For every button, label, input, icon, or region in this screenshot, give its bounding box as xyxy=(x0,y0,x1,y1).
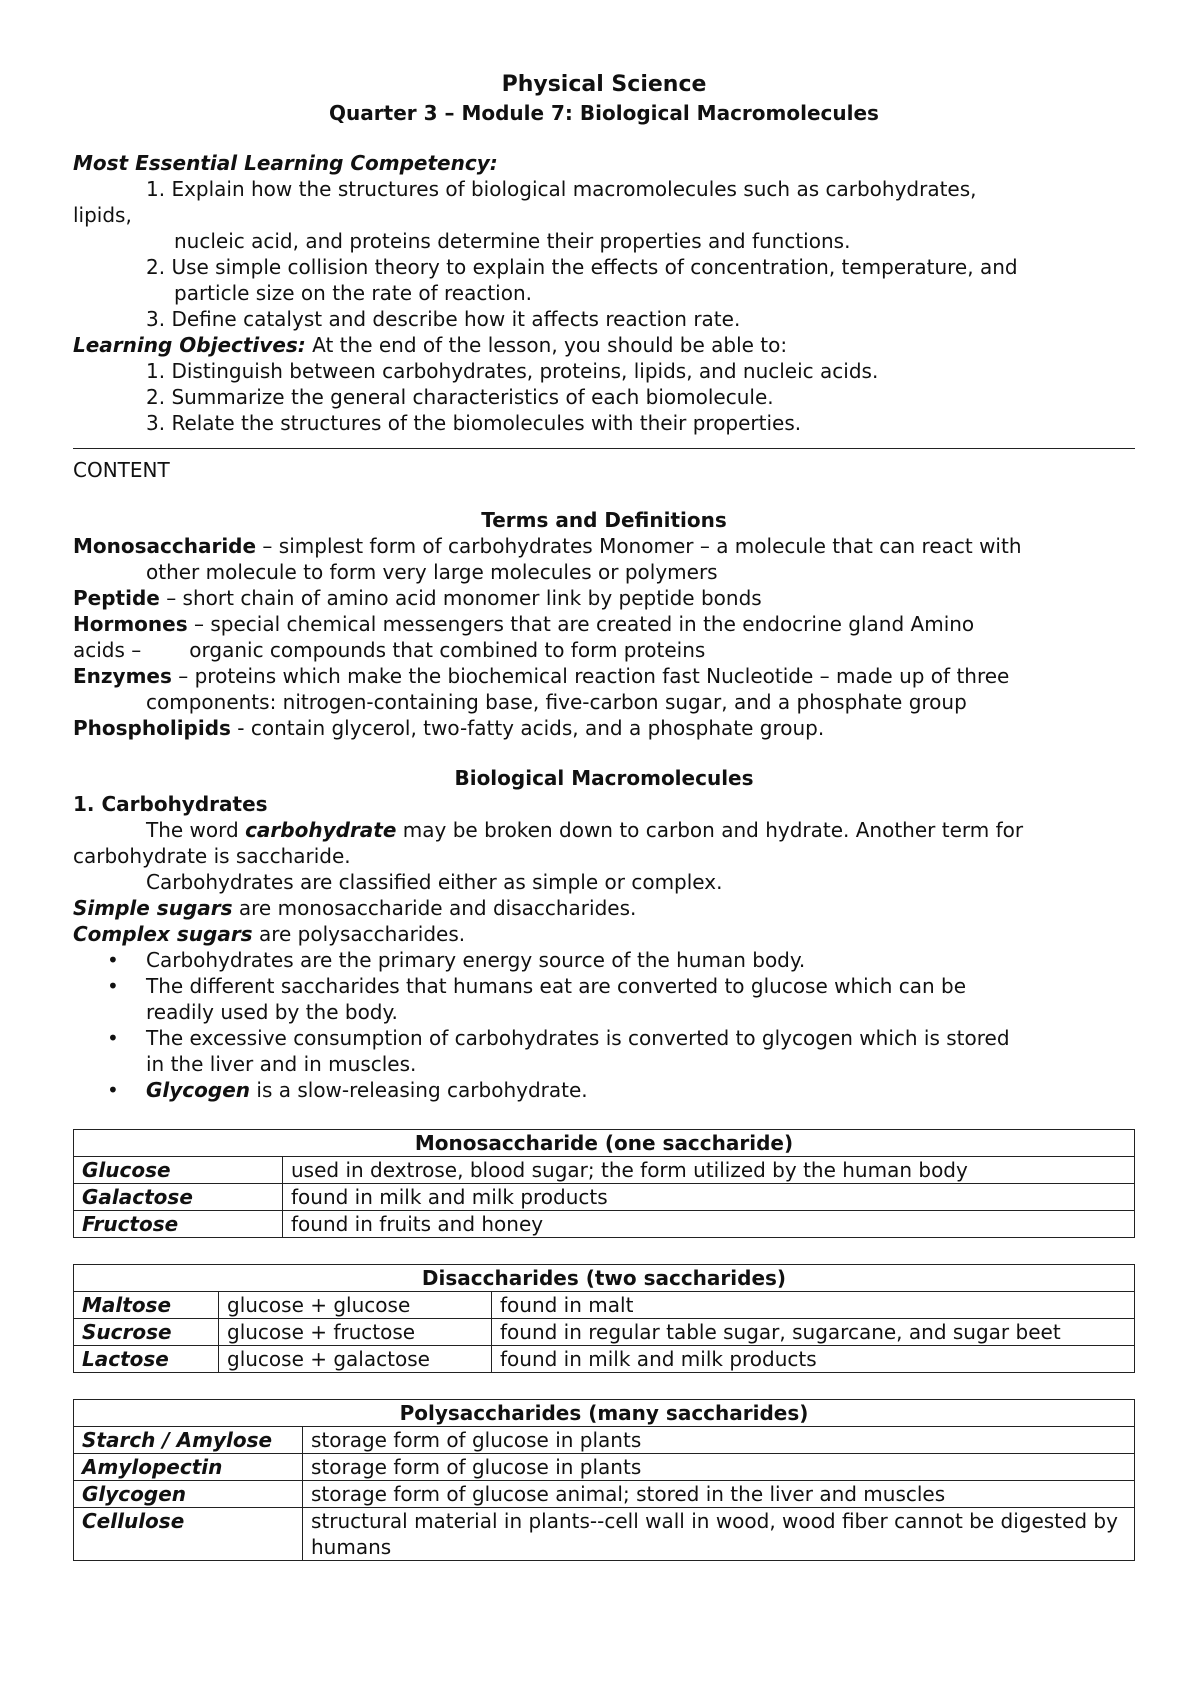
table-cell-desc: used in dextrose, blood sugar; the form utilized by the human body xyxy=(283,1157,1135,1184)
table-cell-desc: found in milk and milk products xyxy=(492,1346,1135,1373)
list-item xyxy=(73,973,1135,1025)
term-phospholipids xyxy=(73,715,1135,741)
table-cell-name: Starch / Amylose xyxy=(74,1427,303,1454)
term-monosaccharide-cont: other molecule to form very large molecules or polymers xyxy=(146,560,718,584)
terms-heading: Terms and Definitions xyxy=(481,508,727,532)
objective-item: 3. Relate the structures of the biomolecules with their properties. xyxy=(146,411,802,435)
term-definition: – special chemical messengers that are created in the endocrine gland Amino xyxy=(187,612,975,636)
list-item xyxy=(73,1077,1135,1103)
emphasis-term: Glycogen xyxy=(146,1078,251,1102)
objectives-heading: Learning Objectives: xyxy=(73,333,306,357)
table-cell-name: Sucrose xyxy=(74,1319,219,1346)
term-definition: organic compounds that combined to form proteins xyxy=(189,638,706,662)
complex-sugars-term: Complex sugars xyxy=(73,922,253,946)
table-row xyxy=(74,1346,1135,1373)
table-cell-name: Glucose xyxy=(74,1157,283,1184)
table-cell-name: Lactose xyxy=(74,1346,219,1373)
bullet-icon: • xyxy=(107,948,119,972)
bullet-text-cont: readily used by the body. xyxy=(146,1000,398,1024)
complex-sugars-line xyxy=(73,921,1135,947)
list-item xyxy=(73,947,1135,973)
table-cell-desc: found in malt xyxy=(492,1292,1135,1319)
carbs-paragraph-1-cont: carbohydrate is saccharide. xyxy=(73,844,351,868)
carbs-paragraph-1 xyxy=(73,817,1135,843)
table-cell-desc: structural material in plants--cell wall in wood, wood fiber cannot be digested by humans xyxy=(303,1508,1135,1561)
term-definition: – proteins which make the biochemical reaction fast Nucleotide – made up of three xyxy=(171,664,1010,688)
emphasis-term: carbohydrate xyxy=(245,818,397,842)
disaccharide-table xyxy=(73,1264,1135,1373)
table-row xyxy=(74,1508,1135,1561)
table-cell-desc: storage form of glucose in plants xyxy=(303,1427,1135,1454)
bullet-icon: • xyxy=(107,1026,119,1050)
table-cell-name: Fructose xyxy=(74,1211,283,1238)
carbs-paragraph-2: Carbohydrates are classified either as simple or complex. xyxy=(146,870,723,894)
monosaccharide-table xyxy=(73,1129,1135,1238)
term-name: Enzymes xyxy=(73,664,172,688)
table-header: Monosaccharide (one saccharide) xyxy=(74,1130,1135,1157)
bullet-text: is a slow-releasing carbohydrate. xyxy=(250,1078,588,1102)
bullet-icon: • xyxy=(107,974,119,998)
term-monosaccharide xyxy=(73,533,1135,559)
table-row xyxy=(74,1211,1135,1238)
table-cell-desc: found in milk and milk products xyxy=(283,1184,1135,1211)
table-row xyxy=(74,1454,1135,1481)
melc-item-1-cont: nucleic acid, and proteins determine their properties and functions. xyxy=(174,229,851,253)
complex-sugars-def: are polysaccharides. xyxy=(252,922,466,946)
melc-item-2: 2. Use simple collision theory to explain the effects of concentration, temperature, and xyxy=(146,255,1018,279)
objective-item: 2. Summarize the general characteristics of each biomolecule. xyxy=(146,385,774,409)
table-row xyxy=(74,1481,1135,1508)
document-title: Physical Science xyxy=(501,72,707,97)
bullet-text: The excessive consumption of carbohydrates is converted to glycogen which is stored xyxy=(146,1026,1010,1050)
term-name: Phospholipids xyxy=(73,716,231,740)
bullet-text: The different saccharides that humans eat are converted to glucose which can be xyxy=(146,974,967,998)
melc-item-3: 3. Define catalyst and describe how it affects reaction rate. xyxy=(146,307,741,331)
table-row xyxy=(74,1319,1135,1346)
melc-item-2-cont: particle size on the rate of reaction. xyxy=(174,281,532,305)
table-cell-desc: found in fruits and honey xyxy=(283,1211,1135,1238)
term-enzymes xyxy=(73,663,1135,689)
bullet-text-cont: in the liver and in muscles. xyxy=(146,1052,417,1076)
term-name: Monosaccharide xyxy=(73,534,257,558)
term-text: acids – xyxy=(73,638,142,662)
objectives-line xyxy=(73,332,1135,358)
term-enzymes-cont: components: nitrogen-containing base, five-carbon sugar, and a phosphate group xyxy=(146,690,967,714)
melc-item-1: 1. Explain how the structures of biological macromolecules such as carbohydrates, xyxy=(146,177,977,201)
bullet-icon: • xyxy=(107,1078,119,1102)
term-amino-acids xyxy=(73,637,1135,663)
bullet-text: Carbohydrates are the primary energy source of the human body. xyxy=(146,948,806,972)
table-header: Polysaccharides (many saccharides) xyxy=(74,1400,1135,1427)
table-header: Disaccharides (two saccharides) xyxy=(74,1265,1135,1292)
module-subtitle: Quarter 3 – Module 7: Biological Macromolecules xyxy=(329,101,879,125)
table-cell-formula: glucose + galactose xyxy=(219,1346,492,1373)
term-definition: - contain glycerol, two-fatty acids, and a phosphate group. xyxy=(230,716,825,740)
content-label: CONTENT xyxy=(73,458,170,482)
simple-sugars-line xyxy=(73,895,1135,921)
table-cell-desc: storage form of glucose in plants xyxy=(303,1454,1135,1481)
term-definition: – simplest form of carbohydrates Monomer – a molecule that can react with xyxy=(256,534,1022,558)
table-row xyxy=(74,1157,1135,1184)
text-span: The word xyxy=(146,818,246,842)
table-cell-desc: storage form of glucose animal; stored in the liver and muscles xyxy=(303,1481,1135,1508)
term-name: Hormones xyxy=(73,612,188,636)
term-name: Peptide xyxy=(73,586,160,610)
term-peptide xyxy=(73,585,1135,611)
table-cell-name: Galactose xyxy=(74,1184,283,1211)
table-cell-name: Maltose xyxy=(74,1292,219,1319)
table-cell-name: Amylopectin xyxy=(74,1454,303,1481)
table-cell-name: Glycogen xyxy=(74,1481,303,1508)
table-cell-formula: glucose + fructose xyxy=(219,1319,492,1346)
simple-sugars-term: Simple sugars xyxy=(73,896,233,920)
table-row xyxy=(74,1292,1135,1319)
biomacro-heading: Biological Macromolecules xyxy=(454,766,754,790)
term-definition: – short chain of amino acid monomer link by peptide bonds xyxy=(159,586,762,610)
table-row xyxy=(74,1427,1135,1454)
objectives-intro: At the end of the lesson, you should be able to: xyxy=(305,333,788,357)
text-span: may be broken down to carbon and hydrate. Another term for xyxy=(396,818,1024,842)
carbs-bullet-list xyxy=(73,947,1135,1103)
list-item xyxy=(73,1025,1135,1077)
carbohydrates-heading: 1. Carbohydrates xyxy=(73,792,268,816)
polysaccharide-table xyxy=(73,1399,1135,1561)
objective-item: 1. Distinguish between carbohydrates, proteins, lipids, and nucleic acids. xyxy=(146,359,879,383)
melc-heading: Most Essential Learning Competency: xyxy=(73,151,498,175)
table-cell-desc: found in regular table sugar, sugarcane, and sugar beet xyxy=(492,1319,1135,1346)
melc-item-1-wrap: lipids, xyxy=(73,203,132,227)
simple-sugars-def: are monosaccharide and disaccharides. xyxy=(232,896,637,920)
document-page xyxy=(73,70,1135,1561)
table-row xyxy=(74,1184,1135,1211)
section-divider xyxy=(73,448,1135,449)
table-cell-formula: glucose + glucose xyxy=(219,1292,492,1319)
term-hormones xyxy=(73,611,1135,637)
table-cell-name: Cellulose xyxy=(74,1508,303,1561)
